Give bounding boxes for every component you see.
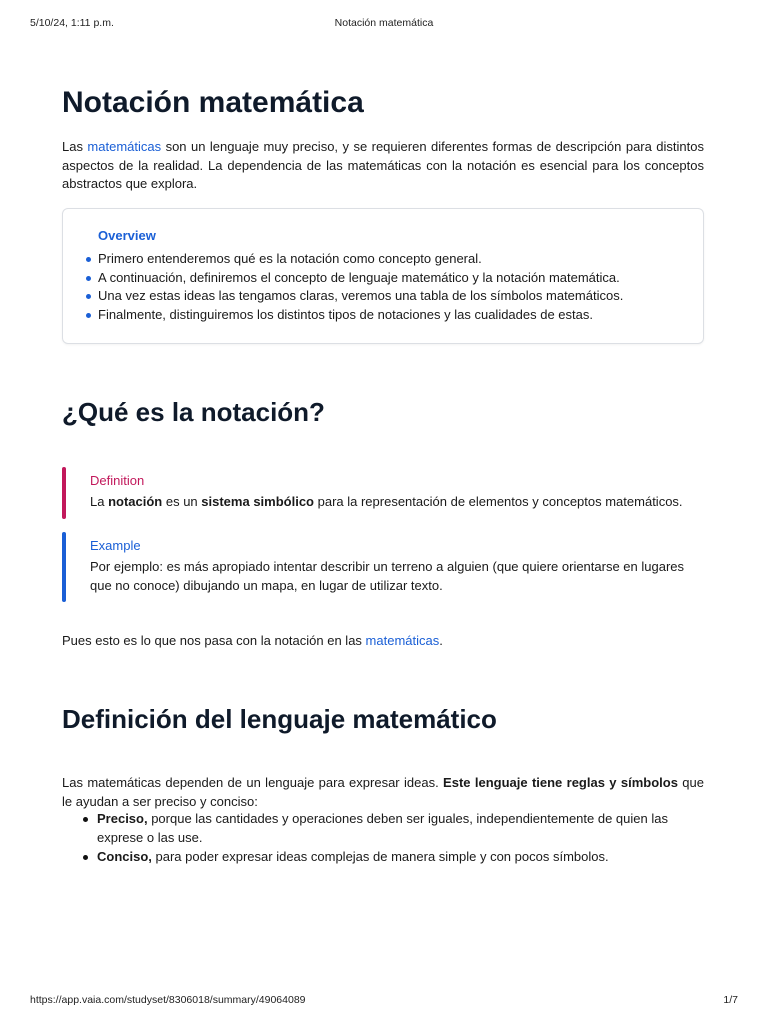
overview-item: Primero entenderemos qué es la notación como concepto general. [98, 250, 623, 269]
overview-label: Overview [98, 228, 156, 243]
page-counter: 1/7 [723, 994, 738, 1006]
closing-text-end: . [439, 633, 443, 648]
definition-term: sistema simbólico [201, 494, 314, 509]
matematicas-link-2[interactable]: matemáticas [365, 633, 440, 648]
intro-text-end: son un lenguaje muy preciso, y se requieren diferentes formas de descripción para distintos aspectos de la realidad. La dependencia de las matemáticas con la notación es esencial para los conceptos abstractos que explora. [62, 139, 705, 191]
example-label: Example [90, 538, 141, 553]
lenguaje-intro-text-end: que le ayudan a ser preciso y conciso: [62, 775, 704, 809]
list-item [97, 848, 697, 867]
lenguaje-intro-bold: Este lenguaje tiene reglas y símbolos [443, 775, 678, 790]
quality-term: Conciso, [97, 849, 152, 864]
definition-accent-bar [62, 467, 66, 519]
example-accent-bar [62, 532, 66, 602]
section-heading-lenguaje: Definición del lenguaje matemático [62, 704, 497, 734]
overview-item: A continuación, definiremos el concepto de lenguaje matemático y la notación matemática. [98, 269, 623, 288]
overview-list [98, 250, 623, 324]
qualities-list [97, 810, 697, 868]
definition-term: notación [108, 494, 163, 509]
definition-text-part: es un [162, 494, 202, 509]
definition-text-part: La [90, 494, 109, 509]
page-title: Notación matemática [62, 86, 364, 119]
overview-box [62, 208, 704, 344]
intro-paragraph [62, 138, 704, 194]
closing-paragraph [62, 632, 704, 651]
print-date: 5/10/24, 1:11 p.m. [30, 17, 114, 29]
quality-description: porque las cantidades y operaciones deben ser iguales, independientemente de quien las exprese o las use. [97, 811, 668, 845]
definition-callout [62, 467, 704, 519]
list-item [97, 810, 697, 847]
definition-label: Definition [90, 473, 145, 488]
lenguaje-intro-paragraph [62, 774, 704, 811]
closing-text-start: Pues esto es lo que nos pasa con la notación en las [62, 633, 366, 648]
overview-item: Una vez estas ideas las tengamos claras, veremos una tabla de los símbolos matemáticos. [98, 287, 623, 306]
print-url: https://app.vaia.com/studyset/8306018/summary/49064089 [30, 994, 306, 1006]
print-title: Notación matemática [334, 17, 434, 29]
example-text: Por ejemplo: es más apropiado intentar describir un terreno a alguien (que quiere orientarse en lugares que no conoce) dibujando un mapa, en lugar de utilizar texto. [90, 559, 685, 593]
overview-item: Finalmente, distinguiremos los distintos tipos de notaciones y las cualidades de estas. [98, 306, 623, 325]
lenguaje-intro-text: Las matemáticas dependen de un lenguaje para expresar ideas. [62, 775, 444, 790]
definition-text-part: para la representación de elementos y conceptos matemáticos. [314, 494, 683, 509]
example-callout [62, 532, 704, 602]
definition-text [90, 493, 702, 512]
intro-text-start: Las [62, 139, 88, 154]
section-heading-notacion: ¿Qué es la notación? [62, 397, 325, 427]
quality-description: para poder expresar ideas complejas de manera simple y con pocos símbolos. [151, 849, 609, 864]
matematicas-link[interactable]: matemáticas [87, 139, 162, 154]
quality-term: Preciso, [97, 811, 148, 826]
